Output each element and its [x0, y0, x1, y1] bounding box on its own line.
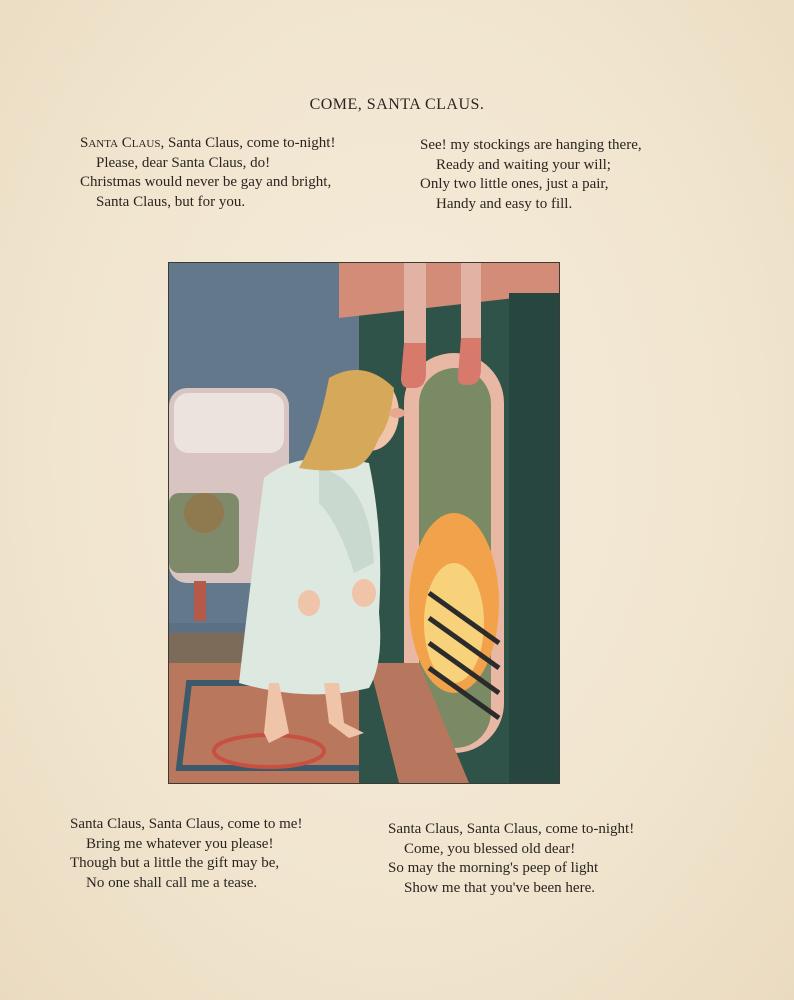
stocking-left	[401, 263, 426, 388]
stanza-line: Ready and waiting your will;	[436, 156, 611, 173]
stanza-line: See! my stockings are hanging there,	[420, 137, 642, 153]
stanza-4	[388, 820, 634, 898]
stanza-line: Santa Claus, Santa Claus, come to-night!	[388, 821, 635, 837]
stanza-line: So may the morning's peep of light	[388, 860, 599, 876]
stanza-line: Handy and easy to fill.	[436, 195, 573, 212]
stanza-line: Please, dear Santa Claus, do!	[96, 154, 271, 171]
stanza-2	[420, 136, 642, 214]
stanza-line: No one shall call me a tease.	[86, 874, 258, 891]
stanza-line: Only two little ones, just a pair,	[420, 176, 609, 192]
page-title: COME, SANTA CLAUS.	[309, 96, 485, 113]
stanza-line: Santa Claus, Santa Claus, come to me!	[70, 816, 303, 832]
stanza-line: Bring me whatever you please!	[86, 835, 274, 852]
stanza-3	[70, 815, 302, 893]
stanza-line: Show me that you've been here.	[404, 879, 595, 896]
stanza-line: Christmas would never be gay and bright,	[80, 174, 332, 190]
stanza-line: Though but a little the gift may be,	[70, 855, 280, 871]
stanza-line: Santa Claus, Santa Claus, come to-night!	[80, 135, 336, 151]
stanza-line: Come, you blessed old dear!	[404, 840, 576, 857]
illustration-girl-at-fireplace	[168, 262, 560, 784]
stanza-line: Santa Claus, but for you.	[96, 193, 246, 210]
stocking-right	[458, 263, 481, 385]
stanza-1	[80, 134, 335, 212]
